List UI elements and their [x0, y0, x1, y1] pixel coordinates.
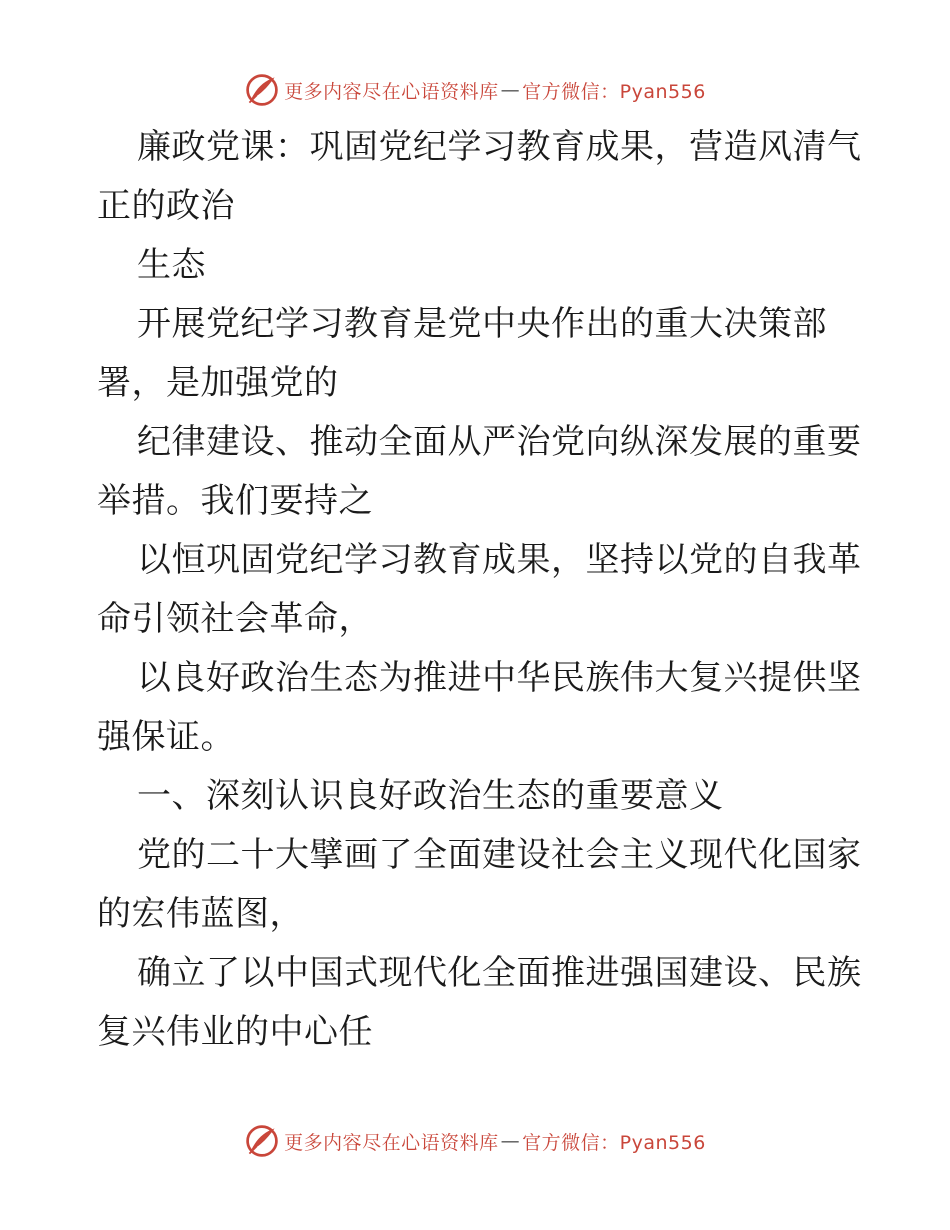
title-line-2: 正的政治 — [97, 186, 235, 226]
paragraph-line: 以恒巩固党纪学习教育成果，坚持以党的自我革 — [137, 540, 862, 580]
paragraph-line: 确立了以中国式现代化全面推进强国建设、民族 — [137, 953, 862, 993]
section-heading: 一、深刻认识良好政治生态的重要意义 — [137, 776, 724, 816]
watermark-site: 更多内容尽在心语资料库 — [284, 80, 499, 103]
paragraph-line: 举措。我们要持之 — [97, 481, 373, 521]
watermark-contact: 官方微信：Pyan556 — [522, 1131, 706, 1154]
document-body — [97, 118, 862, 1062]
paragraph-line: 命引领社会革命， — [97, 599, 373, 639]
quill-logo-icon — [244, 72, 280, 108]
paragraph-line: 署，是加强党的 — [97, 363, 339, 403]
paragraph-line: 党的二十大擘画了全面建设社会主义现代化国家 — [137, 835, 862, 875]
paragraph-line: 的宏伟蓝图， — [97, 894, 304, 934]
watermark-separator: — — [500, 1130, 521, 1152]
title-line-3: 生态 — [137, 245, 206, 285]
paragraph-line: 以良好政治生态为推进中华民族伟大复兴提供坚 — [137, 658, 862, 698]
watermark-separator: — — [500, 79, 521, 101]
watermark-contact: 官方微信：Pyan556 — [522, 80, 706, 103]
title-line-1: 廉政党课：巩固党纪学习教育成果，营造风清气 — [137, 127, 862, 167]
watermark-site: 更多内容尽在心语资料库 — [284, 1131, 499, 1154]
quill-logo-icon — [244, 1123, 280, 1159]
paragraph-line: 复兴伟业的中心任 — [97, 1012, 373, 1052]
footer-watermark — [0, 1121, 950, 1161]
paragraph-line: 强保证。 — [97, 717, 235, 757]
paragraph-line: 开展党纪学习教育是党中央作出的重大决策部 — [137, 304, 827, 344]
paragraph-line: 纪律建设、推动全面从严治党向纵深发展的重要 — [137, 422, 862, 462]
header-watermark — [0, 70, 950, 110]
